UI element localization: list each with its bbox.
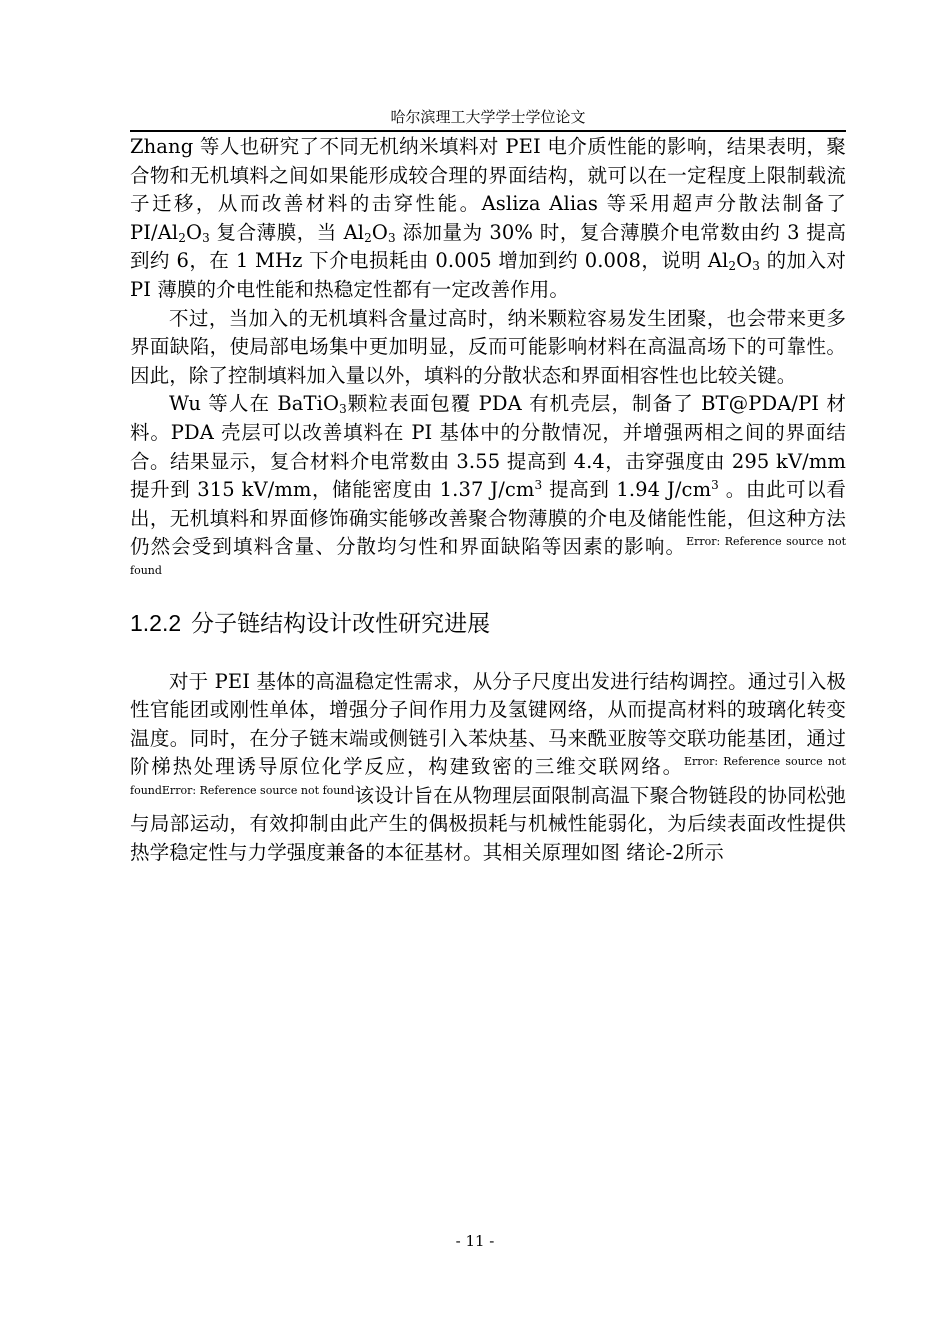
running-header: 哈尔滨理工大学学士学位论文 xyxy=(390,108,586,126)
paragraph-1: Zhang 等人也研究了不同无机纳米填料对 PEI 电介质性能的影响，结果表明，聚合物和无机填料之间如果能形成较合理的界面结构，就可以在一定程度上限制载流子迁移，从而改善材料的击穿性能。Asliza Alias 等采用超声分散法制备了 $PI/Al_2O_3$ 复合薄膜，当 $Al_2O_3$ 添加量为 30% 时，复合薄膜介电常数由约 3 提高到约 6，在 1 MHz 下介电损耗由 0.005 增加到约 0.008，说明 $Al_2O_3$ 的加入对 PI 薄膜的介电性能和热稳定性都有一定改善作用。 xyxy=(130,135,846,301)
section-title: 分子链结构设计改性研究进展 xyxy=(191,610,491,637)
paragraph-2: 不过，当加入的无机填料含量过高时，纳米颗粒容易发生团聚，也会带来更多界面缺陷，使局部电场集中更加明显，反而可能影响材料在高温高场下的可靠性。因此，除了控制填料加入量以外，填料的分散状态和界面相容性也比较关键。 xyxy=(130,306,846,387)
header-rule xyxy=(130,130,846,132)
reference-error: Error: Reference source not found xyxy=(130,535,846,577)
reference-error: Error: Reference source not foundError: Reference source not found xyxy=(130,755,846,797)
section-heading xyxy=(130,606,846,641)
section-number: 1.2.2 xyxy=(130,609,182,636)
paragraph-4: 对于 PEI 基体的高温稳定性需求，从分子尺度出发进行结构调控。通过引入极性官能团或刚性单体，增强分子间作用力及氢键网络，从而提高材料的玻璃化转变温度。同时，在分子链末端或侧链引入苯炔基、马来酰亚胺等交联功能基团，通过阶梯热处理诱导原位化学反应，构建致密的三维交联网络。$^{Error: Reference source not foundError: Reference source not found}$该设计旨在从物理层面限制高温下聚合物链段的协同松弛与局部运动，有效抑制由此产生的偶极损耗与机械性能弱化，为后续表面改性提供热学稳定性与力学强度兼备的本征基材。其相关原理如图 绪论-2所示 xyxy=(130,669,846,865)
page-body xyxy=(130,133,846,868)
paragraph-3: Wu 等人在 BaTiO$_3$颗粒表面包覆 PDA 有机壳层，制备了 BT@PDA/PI 材料。PDA 壳层可以改善填料在 PI 基体中的分散情况，并增强两相之间的界面结合。结果显示，复合材料介电常数由 3.55 提高到 4.4，击穿强度由 295 kV/mm 提升到 315 kV/mm，储能密度由 1.37 $J/cm^3$ 提高到 1.94 $J/cm^3$ 。由此可以看出，无机填料和界面修饰确实能够改善聚合物薄膜的介电及储能性能，但这种方法仍然会受到填料含量、分散均匀性和界面缺陷等因素的影响。$^{Error: Reference source not found}$ xyxy=(130,392,847,577)
page-number: - 11 - xyxy=(455,1232,495,1250)
